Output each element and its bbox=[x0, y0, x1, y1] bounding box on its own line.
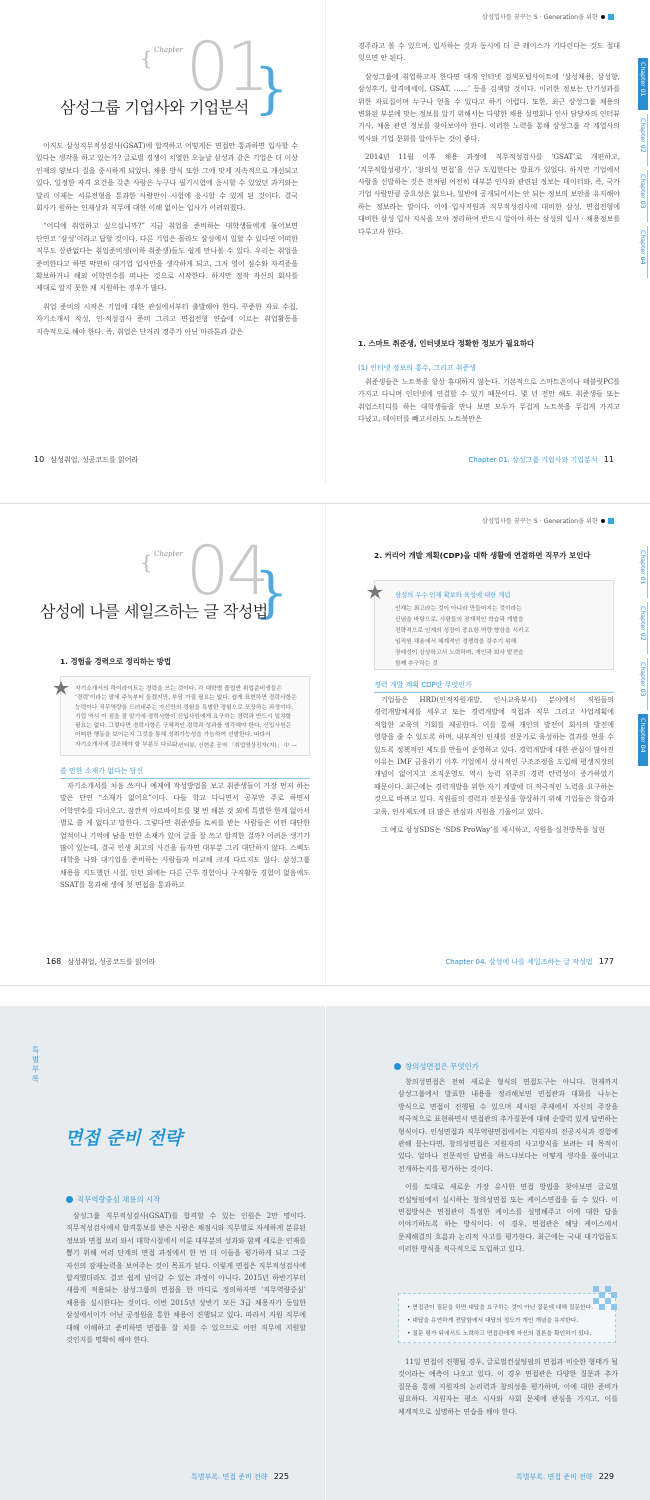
brace-right: } bbox=[254, 57, 289, 120]
tip-line: • 질문 평가 뒤에서도 노력하고 면접관에게 자신의 결론을 확인하기 있다. bbox=[407, 1331, 592, 1337]
book-title: 삼성취업, 성공코드를 읽어라 bbox=[67, 958, 156, 966]
running-head-text: 삼성입사를 꿈꾸는 S · Generation을 위한 bbox=[482, 518, 598, 525]
tip-line: • 면접관이 질문을 하면 대답을 요구하는 것이 아닌 질문에 대해 질문한다. bbox=[407, 1305, 594, 1311]
page-number: 10 bbox=[34, 455, 45, 464]
quote-text: 자기소개서의 하이라이트는 경력을 쓰는 것이다. 각 대학별 졸업반 취업준비생들은 ‘경력’이라는 말에 주눅부터 들겠지만, 부담 가질 필요는 없다. 쉽게 표현하면 경력사항은 능력이나 직무역량을 드러내주는 자신만의 경험을 특별한 경험으로 포장하는 과정이다. 기업 역시 이 점을 잘 알기에 경력사항이 신입사원에게 요구하는 경력과 반드시 일치할 필요는 없다. 그렇다면 경력사항은 구체적인 경력과 성과를 생각해야 한다. 신입사원은 어떠한 행동을 보이는지 그것을 통해 성취가능성을 가늠하여 선발한다. 따라서 자기소개서에 강조해야 할 부분도 다르다. bbox=[75, 686, 297, 748]
page-177 bbox=[325, 504, 650, 985]
paragraph: 11일 면접이 진행될 경우, 글로벌컨설팅펌의 면접과 비슷한 형태가 될 것이라는 예측이 나오고 있다. 이 경우 면접관은 다양한 질문과 추가 질문을 통해 지원자의 논리력과 창의성을 평가하며, 이에 대한 준비가 필요하다. 지원자는 평소 시사와 사회 문제에 관심을 가지고, 이를 체계적으로 설명하는 연습을 해야 한다. bbox=[398, 1358, 618, 1416]
tab-label: Chapter 04 bbox=[639, 230, 646, 265]
paragraph: 2014년 11월 이후 채용 과정에 직무적성검사를 ‘GSAT’로 개편하고, ‘직무적합성평가’, ‘창의성 면접’을 신규 도입한다는 발표가 있었다. 하지만 기업에서 사람을 선발하는 것은 전처럼 여전히 대부분 인사와 관련된 정보는 데이터와, 즉, 국가 기업 사람만큼 중요성은 없으나, 일반에 공개되어서는 안 되는 정보의 보안을 유지해야 하는 정보라는 말이다. 이에 입사지원과 직무적성검사에 대비한 삼성, 면접전형에 대비한 삼성 입사 지식을 모아 정리하여 반드시 알아야 하는 삼성의 입사 · 채용정보를 다루고자 한다. bbox=[358, 153, 620, 236]
spread-chapter-04 bbox=[0, 503, 650, 986]
pencil-icon bbox=[394, 1063, 401, 1070]
body-text bbox=[398, 1076, 618, 1288]
tip-line: 전략적으로 인재의 성장이 중요한 역량 향상을 시키고 bbox=[395, 628, 530, 634]
section-heading: 2. 커리어 개발 계획(CDP)을 대학 생활에 연결하면 직무가 보인다 bbox=[374, 551, 591, 560]
tab-chapter-04[interactable] bbox=[638, 226, 648, 278]
chapter-word: Chapter bbox=[154, 46, 183, 54]
chapter-ref: Chapter 04. 삼성에 나를 세일즈하는 글 작성법 bbox=[445, 958, 593, 966]
quote-source: — 인터뷰, 신현종 공저 「취업영상진자(지)」 中 — bbox=[171, 743, 297, 749]
brace-right: } bbox=[254, 561, 289, 624]
tip-line: • 대답을 유연하게 전달함에서 대답의 정도가 개인 개념을 유지한다. bbox=[407, 1318, 579, 1324]
running-head bbox=[482, 12, 614, 21]
tab-label: Chapter 02 bbox=[639, 118, 646, 153]
dot-icon bbox=[601, 15, 605, 19]
spread-chapter-01 bbox=[0, 0, 650, 483]
folio bbox=[468, 455, 614, 465]
body-text bbox=[36, 140, 298, 440]
sub-heading: 경력 개발 계획 CDP란 무엇인가 bbox=[374, 680, 614, 693]
paragraph: 삼성그룹 직무적성검사(GSAT)를 합격할 수 있는 인원은 2만 명이다. 직무적성검사에서 합격통보를 받은 사람은 채점시와 직무별로 자세하게 분류된 정보와 면접 보러 와서 대학시절에서 이룬 대부분의 성과와 함께 새로운 인재를 뽑기 위해 여러 단계의 면접 과정에서 한 번 더 이들을 평가하게 되고 그중 자신의 잠재능력을 보여주는 것이 목표가 된다. 이렇게 면접은 직무적성검사에 합격했더라도 결코 쉽게 넘어갈 수 있는 과정이 아니다. 2015년 하반기부터 새롭게 적용되는 삼성그룹의 면접을 한 마디로 정의하자면 ‘직무역량중심’ 채용을 실시한다는 것이다. 이번 2015년 상반기 모든 3급 채용자가 동일한 삼성에서이가 어닌 공정원을 통한 채용이 진행되고 있다. 따라서 지원 직무에 대해 이해하고 준비하면 면접을 잘 치를 수 있으므로 어떤 직무에 지원할 것인지를 명확히 해야 한다. bbox=[66, 1212, 306, 1345]
page-168 bbox=[0, 504, 325, 985]
dot-icon bbox=[601, 519, 605, 523]
tab-chapter-01[interactable] bbox=[638, 546, 648, 598]
tip-line: 임직원 채용에서 체계적인 경쟁력을 갖추기 위해 bbox=[395, 639, 517, 645]
running-head-text: 삼성입사를 꿈꾸는 S · Generation을 위한 bbox=[482, 14, 598, 21]
tab-label: Chapter 03 bbox=[639, 174, 646, 209]
section-heading: 1. 스마트 취준생, 인터넷보다 정확한 정보가 필요하다 bbox=[358, 339, 535, 348]
tab-label: Chapter 01 bbox=[639, 550, 646, 585]
appendix-title: 면접 준비 전략 bbox=[65, 1128, 182, 1149]
running-head bbox=[482, 516, 614, 525]
folio bbox=[516, 1472, 614, 1482]
book-title: 삼성취업, 성공코드를 읽어라 bbox=[50, 456, 139, 464]
tab-chapter-03[interactable] bbox=[638, 170, 648, 222]
tab-chapter-02[interactable] bbox=[638, 602, 648, 654]
page-225 bbox=[0, 1006, 325, 1500]
paragraph: 기업들은 HRD(인적자원개발, 인사교육부서) 분야에서 직원들의 경력개발체제를 세우고 또는 경력개발에 직접과 직무 그리고 사업계획에 적합한 교육의 기회를 제공한다. 이를 통해 개인의 발전이 회사의 발전에 영향을 줄 수 있도록 하며, 내부적인 인재를 전문가로 육성하는 결과를 얻을 수 있도록 정책적인 제도를 만들어 운영하고 있다. 경력개발에 대한 관심이 많아진 이유는 IMF 금융위기 이후 기업에서 상시적인 구조조정을 도입해 평생직장의 개념이 없어지고 조직운영도 역시 능력 위주의 경력 탄력성이 증가하였기 때문이다. 최근에는 경력개발을 위한 자기 계발에 더 적극적인 노력을 요구하는 것으로 바뀌고 있다. 직원들의 경력과 전문성을 향상하기 위해 기업들은 학습과 교육, 인사제도에 더 많은 관심과 지원을 기울이고 있다. bbox=[374, 696, 614, 816]
paragraph: “어디에 취업하고 싶으십니까?” 지금 취업을 준비하는 대학생들에게 물어보면 단연코 ‘삼성’이라고 답할 것이다. 다른 기업은 몰라도 삼성에서 일할 수 있다면 어떠한 직무도 상관없다는 취업준비생(이하 취준생)들도 쉽게 만나볼 수 있다. 우리는 취업을 준비한다고 하면 막연히 대기업 입사만을 생각하게 되고, 그저 영어 점수와 자격증을 확보하거나 해외 어학연수를 떠나는 것으로 시작한다. 하지만 정작 자신의 회사를 제대로 알지 못한 채 지원하는 경우가 많다. bbox=[36, 222, 298, 293]
section-heading-text: 창의성면접은 무엇인가 bbox=[405, 1062, 479, 1071]
body-text bbox=[358, 376, 620, 438]
sub-heading: (1) 인터넷 정보의 홍수, 그리고 취준생 bbox=[358, 364, 476, 372]
quote-box bbox=[60, 676, 310, 756]
tab-label: Chapter 02 bbox=[639, 606, 646, 641]
star-badge-icon bbox=[367, 585, 383, 599]
body-text bbox=[66, 1210, 306, 1450]
page-number: 225 bbox=[273, 1472, 289, 1481]
chapter-number: 01 bbox=[186, 28, 267, 107]
paragraph: 그 예로 삼성SDS는 ‘SDS ProWay’를 제시하고, 직원을 실천방목을 설현 bbox=[381, 826, 605, 835]
folio bbox=[46, 957, 155, 967]
paragraph: 자기소개서를 처음 쓰거나 예제에 작성방법을 보고 취준생들이 가장 먼저 하는 말은 단연 “소재가 없어요”이다. 다들 학교 다니면서 공부만 주로 하면서 어학연수를 다녀오고, 잠깐씩 아르바이트를 몇 번 해본 것 외에 특별한 한계 없어서 별로 쓸 게 없다고 말한다. 그렇다면 취준생들 토씨를 받는 사람들은 어떤 대단한 업적이나 기억에 남을 만한 소재가 있어 글을 잘 쓰고 합격한 걸까? 어려운 생기가 많이 있는데, 결국 인생 최고의 사건을 들자면 대부분 그리 대단하지 않다. 스펙도 대학을 나와 대기업을 준비하는 사람들과 비교해 크게 다르지도 않다. 삼성그룹 채용을 지도했던 시절, 인턴 외에는 다른 근무 경험이나 구직활동 경험이 없음에도 SSAT를 통과해 생애 첫 면접을 통과하고 bbox=[60, 782, 310, 890]
spread-special-appendix bbox=[0, 1006, 650, 1500]
tab-chapter-04[interactable] bbox=[638, 714, 648, 766]
section-heading-text: 직무역량중심 채용의 시작 bbox=[77, 1195, 161, 1204]
body-text bbox=[358, 40, 620, 240]
checker-pattern-icon bbox=[593, 1286, 617, 1310]
tip-box bbox=[374, 580, 614, 670]
page-number: 229 bbox=[598, 1472, 614, 1481]
body-text bbox=[60, 780, 310, 950]
tip-box bbox=[398, 1293, 616, 1343]
body-text bbox=[398, 1356, 618, 1456]
section-heading: 1. 경험을 경력으로 정리하는 방법 bbox=[60, 657, 172, 666]
section-heading bbox=[66, 1194, 160, 1205]
chapter-title: 삼성그룹 기업사와 기업분석 bbox=[60, 98, 249, 117]
sub-heading: 쓸 만한 소재가 없다는 당신 bbox=[60, 766, 310, 779]
tab-chapter-01[interactable] bbox=[638, 58, 648, 110]
tip-title: 삼성의 우수 인재 확보와 육성에 대한 개념 bbox=[395, 592, 511, 599]
appendix-label: 특별부록 bbox=[31, 1046, 40, 1084]
tab-chapter-03[interactable] bbox=[638, 658, 648, 710]
page-number: 168 bbox=[46, 957, 62, 966]
folio bbox=[445, 957, 614, 967]
brace-left: { bbox=[140, 46, 153, 70]
folio bbox=[191, 1472, 289, 1482]
page-number: 11 bbox=[603, 455, 614, 464]
pencil-icon bbox=[66, 1196, 73, 1203]
page-10 bbox=[0, 0, 325, 483]
tab-label: Chapter 04 bbox=[639, 718, 646, 753]
paragraph: 삼성그룹에 취업하고자 한다면 대개 인터넷 검색포털사이트에 ‘삼성채용, 삼성향, 삼성후기, 합격에세이, GSAT, ……’ 등을 검색할 것이다. 이러한 정보는 단기성과를 위한 자료집이며 누구나 얻을 수 있다고 하기 어렵다. 또한, 최근 삼성그룹 채용의 변화된 부분에 맞는 정보를 알기 위해서는 다양한 채용 설명회나 인사 담당자의 인터뷰 기사, 채용 관련 정보를 찾아보아야 한다. 이러한 노력을 통해 삼성그룹 각 계열사의 역사와 기업 문화를 알아두는 것이 좋다. bbox=[358, 72, 620, 143]
square-icon bbox=[608, 518, 614, 524]
chapter-word: Chapter bbox=[154, 550, 183, 558]
appendix-ref: 특별부록. 면접 준비 전략 bbox=[190, 1473, 268, 1481]
paragraph: 창의성면접은 전혀 새로운 형식의 면접도구는 아니다. 현재까지 삼성그룹에서 발표한 내용을 정리해보면 면접관과 대화를 나누는 방식으로 면접이 진행될 수 있으며 제시된 주제에서 자신의 주장을 적극적으로 표현하면서 면접관의 추가질문에 대해 순발력 있게 답변하는 형식이다. 인성면접과 직무역량면접에서는 지원자의 전공지식과 경험에 관해 묻는다면, 창의성면접은 지원자의 사고방식을 보려는 데 목적이 있다. 얼마나 전문적인 답변을 하느냐보다는 어떻게 생각을 풀어내고 전개하는지를 평가하는 것이다. bbox=[398, 1078, 618, 1173]
tip-line: 신념을 바탕으로, 사람들의 잠재적인 학습과 개발을 bbox=[395, 617, 524, 623]
tip-line: 인재는 최고라는 것이 아니라 만들어지는 것이라는 bbox=[395, 606, 522, 612]
tab-label: Chapter 03 bbox=[639, 662, 646, 697]
paragraph: 이를 토대로 새로운 가장 유사한 면접 방법을 찾아보면 글로벌 컨설팅펌에서 실시하는 창의성면접 또는 케이스면접을 들 수 있다. 이 면접방식은 면접관이 특정한 케이스를 설명해주고 이에 대한 답을 이야기하도록 하는 방식이다. 이 경우, 면접관은 해당 케이스에서 문제해결의 흐름과 논리적 사고를 평가한다. 최근에는 국내 대기업들도 이러한 방식을 적극적으로 도입하고 있다. bbox=[398, 1183, 618, 1254]
chapter-number: 04 bbox=[186, 532, 267, 611]
tip-line: 장래성이 상상하고서 노력하며, 개인과 회사 발전을 bbox=[395, 650, 524, 656]
folio bbox=[34, 455, 138, 465]
paragraph: 취준생들은 노트북을 항상 휴대하지 않는다. 기본적으로 스마트폰이나 태블릿PC를 가지고 다니며 인터넷에 연결할 수 있기 때문이다. 몇 년 전만 해도 취준생들 또는 취업스터디를 하는 대학생들을 만나 보면 모두가 무겁게 노트북을 무겁게 가지고 다녔고, 데이터를 빼고서라도 노트북만은 bbox=[358, 378, 620, 424]
appendix-ref: 특별부록. 면접 준비 전략 bbox=[515, 1473, 593, 1481]
tab-label: Chapter 01 bbox=[639, 62, 646, 97]
paragraph: 이직도 삼성직무적성검사(GSAT)에 합격하고 어떻게든 면접만 통과하면 입사할 수 있다는 생각을 하고 있는가? 글로벌 경쟁이 치열한 오늘날 삼성과 같은 기업은 더 이상 인재의 양보다 질을 중시하게 되었다. 채용 방식 또한 그에 맞게 지속적으로 개선되고 있다. 일정한 자격 요건을 갖춘 사람은 누구나 필기시험에 응시할 수 있었던 과거와는 달리 이제는 서류전형을 통과한 사람만이 시험에 응시할 수 있게 된 것이다. 결국 회사가 원하는 인재상과 직무에 대한 이해 없이는 입사가 어려워졌다. bbox=[36, 142, 298, 213]
star-badge-icon bbox=[53, 681, 69, 695]
paragraph: 취업 준비의 시작은 기업에 대한 관심에서부터 출발해야 한다. 꾸준한 자료 수집, 자기소개서 작성, 인·적성검사 준비 그리고 면접전형 연습에 이르는 취업활동을 지속적으로 해야 한다. 즉, 취업은 단거리 경주가 아닌 마라톤과 같은 bbox=[36, 302, 298, 336]
section-heading bbox=[394, 1061, 479, 1072]
chapter-ref: Chapter 01. 삼성그룹 기업사와 기업분석 bbox=[468, 456, 598, 464]
brace-left: { bbox=[140, 550, 153, 574]
tab-chapter-02[interactable] bbox=[638, 114, 648, 166]
tip-line: 함께 추구하는 것 bbox=[395, 661, 438, 667]
chapter-title: 삼성에 나를 세일즈하는 글 작성법 bbox=[40, 602, 268, 621]
body-text bbox=[374, 694, 614, 948]
square-icon bbox=[608, 14, 614, 20]
paragraph: 경주라고 볼 수 있으며, 입사하는 것과 동시에 더 큰 레이스가 기다린다는 것도 절대 잊으면 안 된다. bbox=[358, 42, 620, 63]
page-11 bbox=[325, 0, 650, 483]
page-number: 177 bbox=[598, 957, 614, 966]
